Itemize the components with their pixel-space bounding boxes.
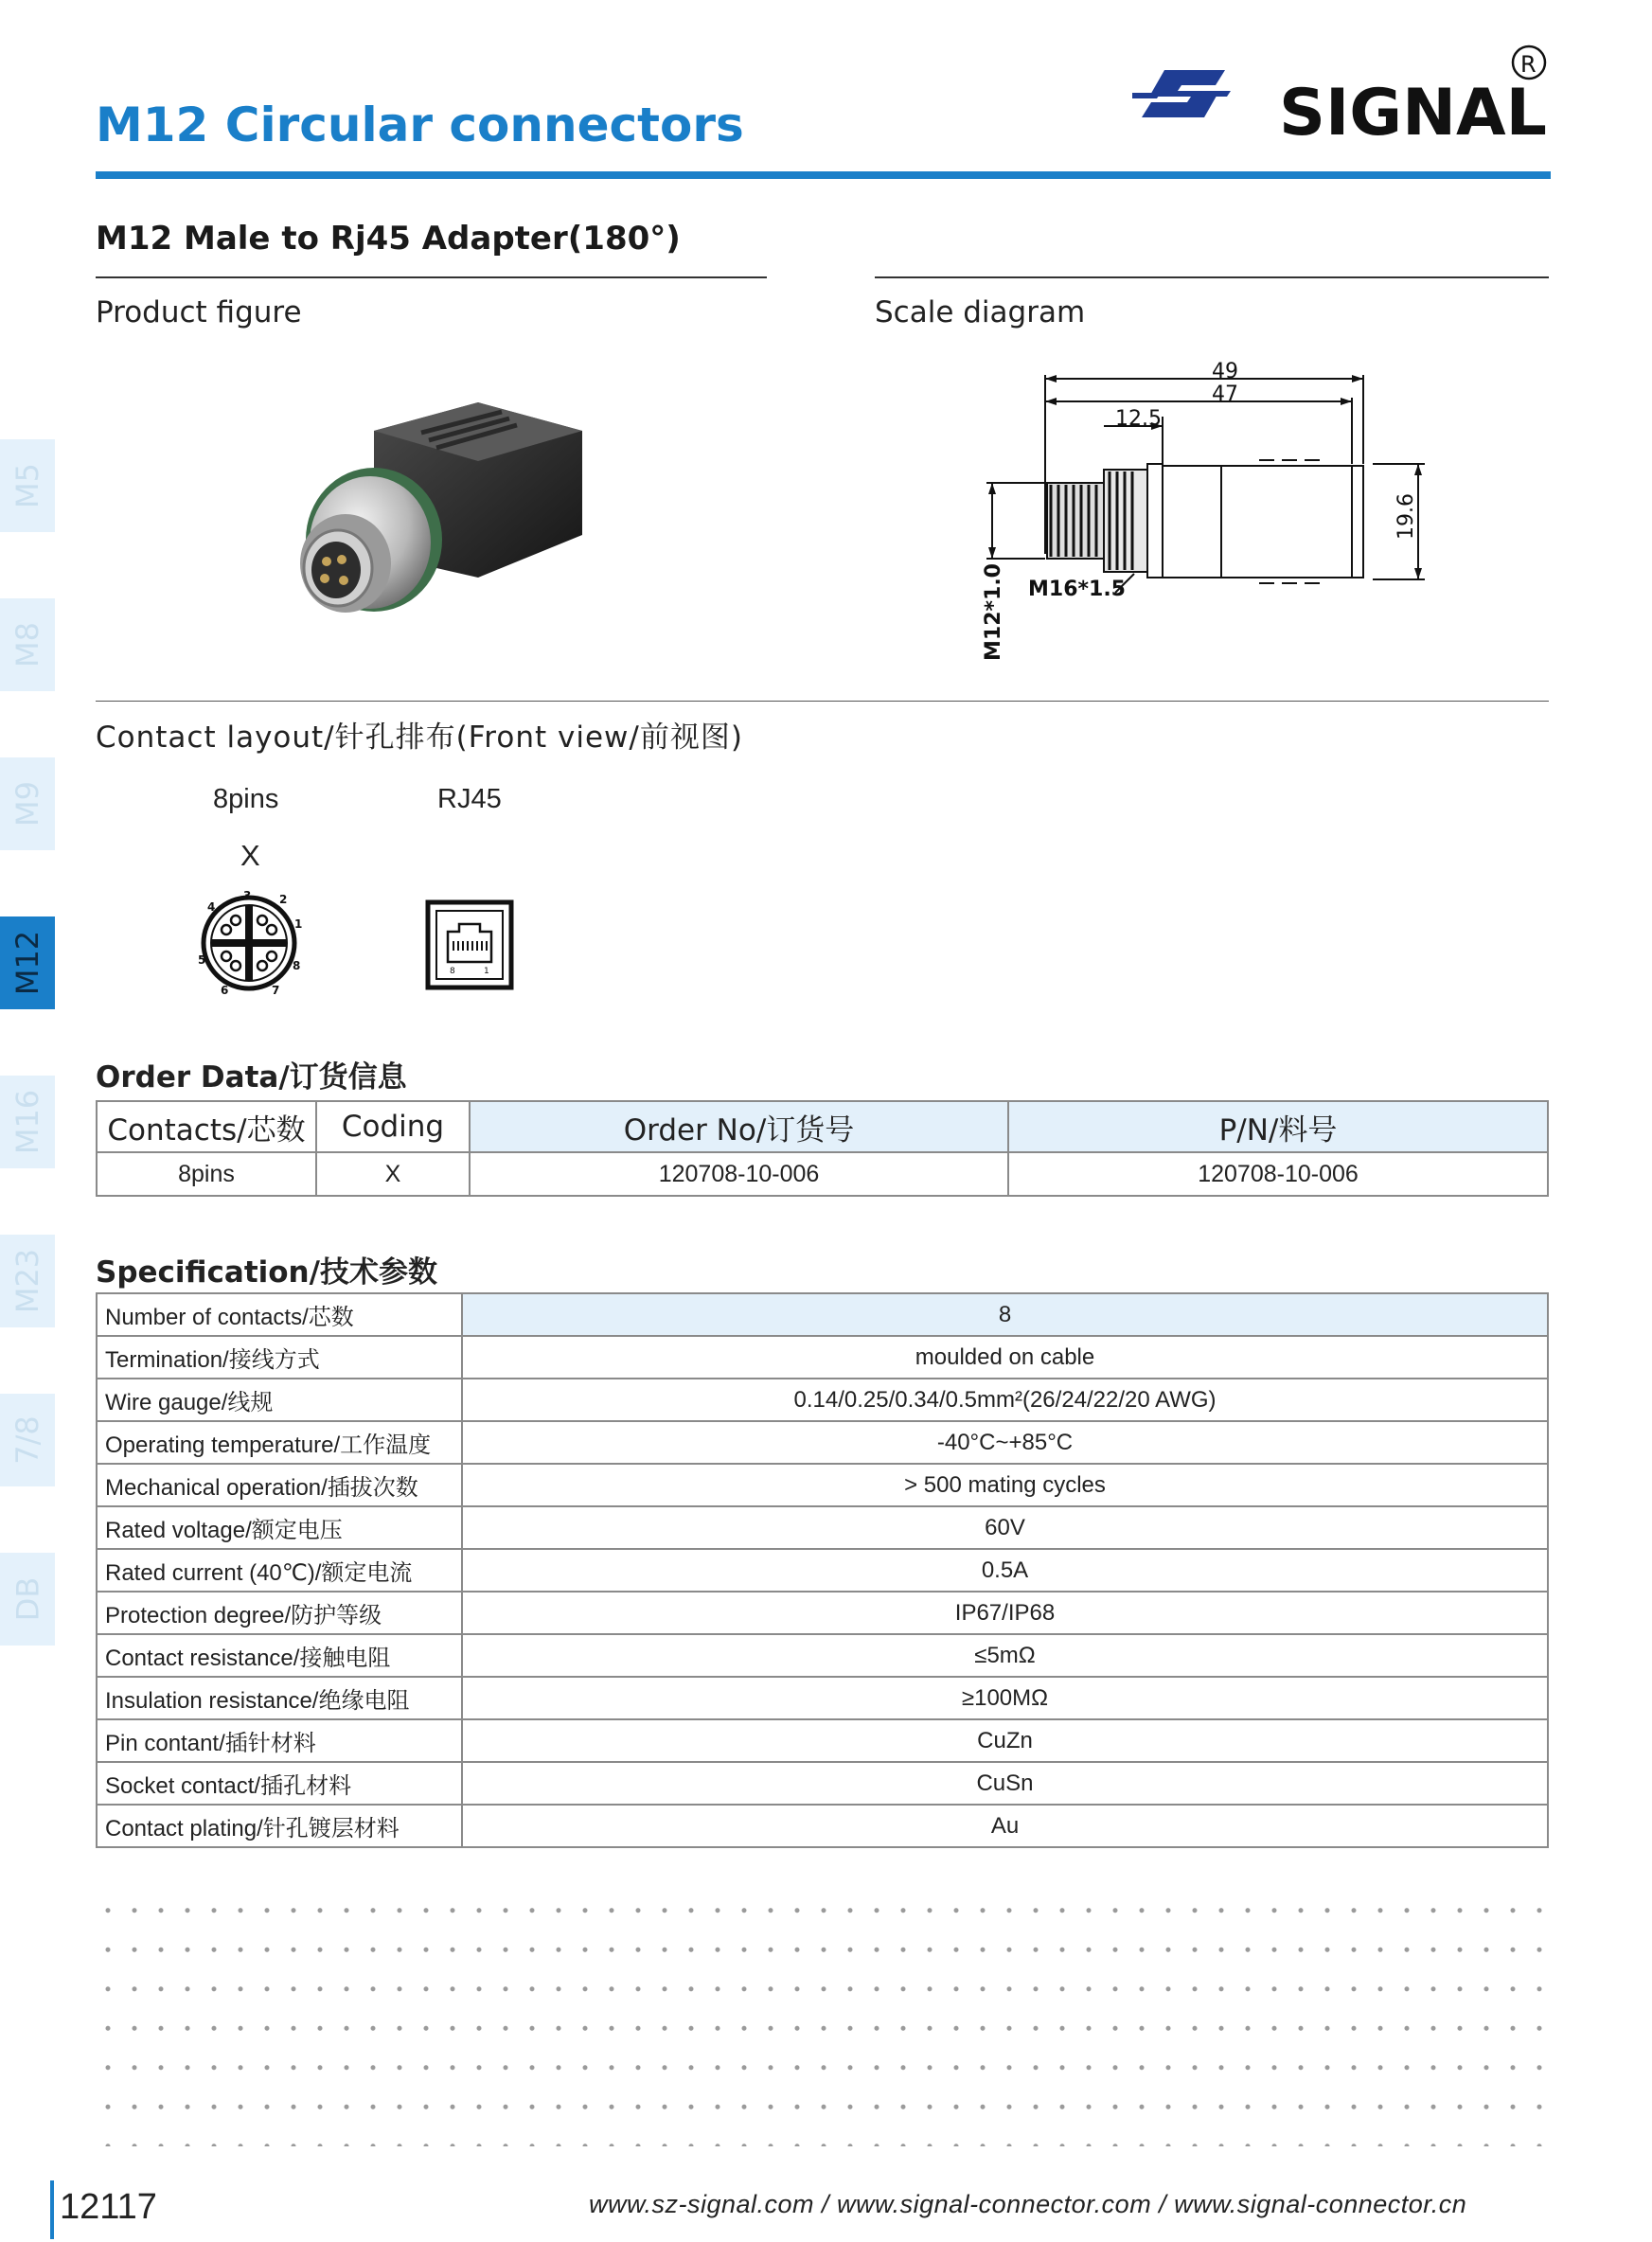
table-row <box>97 1293 1548 1336</box>
dim-49: 49 <box>1212 360 1238 383</box>
rj45-pin-8: 8 <box>450 967 455 976</box>
spec-value: 0.5A <box>462 1549 1548 1592</box>
dim-12-5: 12.5 <box>1115 407 1162 431</box>
table-row <box>97 1506 1548 1549</box>
signal-logo-mark <box>1132 70 1231 117</box>
scale-drawing <box>975 360 1430 672</box>
spec-value: 8 <box>462 1293 1548 1336</box>
spec-value: moulded on cable <box>462 1336 1548 1379</box>
spec-key: Termination/接线方式 <box>97 1336 462 1379</box>
contact-layout-title: Contact layout/针孔排布(Front view/前视图) <box>96 721 743 755</box>
pin-number-2: 2 <box>279 893 288 906</box>
order-cell-pn: 120708-10-006 <box>1008 1152 1548 1196</box>
table-row <box>97 1152 1548 1196</box>
table-row <box>97 1549 1548 1592</box>
spec-value: ≥100MΩ <box>462 1677 1548 1719</box>
pin-number-5: 5 <box>198 953 206 967</box>
rj45-socket-layout <box>425 899 514 990</box>
spec-key: Rated voltage/额定电压 <box>97 1506 462 1549</box>
spec-key: Mechanical operation/插拔次数 <box>97 1464 462 1506</box>
pin-number-8: 8 <box>293 959 301 972</box>
spec-value: 60V <box>462 1506 1548 1549</box>
order-table <box>96 1100 1549 1197</box>
spec-key: Pin contant/插针材料 <box>97 1719 462 1762</box>
side-tab-db[interactable]: DB <box>0 1553 55 1646</box>
order-cell-contacts: 8pins <box>97 1152 316 1196</box>
dim-47: 47 <box>1212 383 1238 406</box>
spec-key: Number of contacts/芯数 <box>97 1293 462 1336</box>
spec-key: Contact plating/针孔镀层材料 <box>97 1805 462 1847</box>
spec-key: Socket contact/插孔材料 <box>97 1762 462 1805</box>
page-title: M12 Circular connectors <box>96 98 744 152</box>
product-title-rule <box>96 276 767 278</box>
side-tab-m23[interactable]: M23 <box>0 1235 55 1327</box>
table-row <box>97 1719 1548 1762</box>
scale-title-rule <box>875 276 1549 278</box>
rj45-label: RJ45 <box>437 784 502 814</box>
table-row <box>97 1592 1548 1634</box>
side-tab-m8[interactable]: M8 <box>0 598 55 691</box>
spec-value: 0.14/0.25/0.34/0.5mm²(26/24/22/20 AWG) <box>462 1379 1548 1421</box>
product-photo <box>279 393 601 639</box>
specification-title: Specification/技术参数 <box>96 1255 437 1290</box>
table-row <box>97 1421 1548 1464</box>
spec-value: CuSn <box>462 1762 1548 1805</box>
signal-logo <box>1132 42 1558 146</box>
dim-19-6: 19.6 <box>1394 493 1418 540</box>
spec-value: > 500 mating cycles <box>462 1464 1548 1506</box>
side-tab-m9[interactable]: M9 <box>0 757 55 850</box>
page-number: 12117 <box>60 2187 157 2227</box>
rj45-pin-1: 1 <box>484 967 489 976</box>
m12-coding-label: X <box>240 839 260 872</box>
m12-pin-layout <box>194 888 308 1002</box>
order-header-contacts: Contacts/芯数 <box>97 1101 316 1152</box>
pin-number-1: 1 <box>294 917 303 931</box>
table-row <box>97 1805 1548 1847</box>
spec-value: -40°C~+85°C <box>462 1421 1548 1464</box>
order-cell-order-no: 120708-10-006 <box>470 1152 1008 1196</box>
side-tab-m12[interactable]: M12 <box>0 916 55 1009</box>
spec-key: Protection degree/防护等级 <box>97 1592 462 1634</box>
spec-key: Insulation resistance/绝缘电阻 <box>97 1677 462 1719</box>
order-header-coding: Coding <box>316 1101 470 1152</box>
table-row <box>97 1464 1548 1506</box>
pin-number-4: 4 <box>207 900 216 914</box>
product-title: M12 Male to Rj45 Adapter(180°) <box>96 220 681 258</box>
pin-number-6: 6 <box>221 984 229 997</box>
table-row <box>97 1677 1548 1719</box>
product-figure-label: Product figure <box>96 295 302 329</box>
side-tab-m5[interactable]: M5 <box>0 439 55 532</box>
table-row <box>97 1762 1548 1805</box>
registered-mark: R <box>1520 51 1537 78</box>
page-number-bar <box>50 2180 54 2239</box>
footer-urls[interactable]: www.sz-signal.com / www.signal-connector.com / www.signal-connector.cn <box>589 2190 1467 2218</box>
signal-wordmark: SIGNAL <box>1279 76 1547 146</box>
decorative-dot-grid <box>95 1891 1553 2146</box>
spec-key: Wire gauge/线规 <box>97 1379 462 1421</box>
m12-pins-label: 8pins <box>213 784 279 814</box>
order-header-pn: P/N/料号 <box>1008 1101 1548 1152</box>
spec-value: Au <box>462 1805 1548 1847</box>
order-data-title: Order Data/订货信息 <box>96 1060 407 1094</box>
spec-value: IP67/IP68 <box>462 1592 1548 1634</box>
spec-key: Operating temperature/工作温度 <box>97 1421 462 1464</box>
pin-number-7: 7 <box>272 984 280 997</box>
section-rule <box>96 701 1549 702</box>
spec-value: CuZn <box>462 1719 1548 1762</box>
side-tab-7-8[interactable]: 7/8 <box>0 1394 55 1486</box>
table-row <box>97 1634 1548 1677</box>
spec-key: Contact resistance/接触电阻 <box>97 1634 462 1677</box>
table-row <box>97 1336 1548 1379</box>
spec-value: ≤5mΩ <box>462 1634 1548 1677</box>
scale-diagram-label: Scale diagram <box>875 295 1086 329</box>
spec-key: Rated current (40℃)/额定电流 <box>97 1549 462 1592</box>
side-tab-m16[interactable]: M16 <box>0 1076 55 1168</box>
table-row <box>97 1379 1548 1421</box>
order-header-order-no: Order No/订货号 <box>470 1101 1008 1152</box>
order-cell-coding: X <box>316 1152 470 1196</box>
thread-m16-label: M16*1.5 <box>1028 578 1126 601</box>
spec-table <box>96 1292 1549 1848</box>
pin-number-3: 3 <box>243 889 252 902</box>
order-table-header <box>97 1101 1548 1152</box>
header-rule <box>96 171 1551 179</box>
thread-m12-label: M12*1.0 <box>982 563 1005 661</box>
